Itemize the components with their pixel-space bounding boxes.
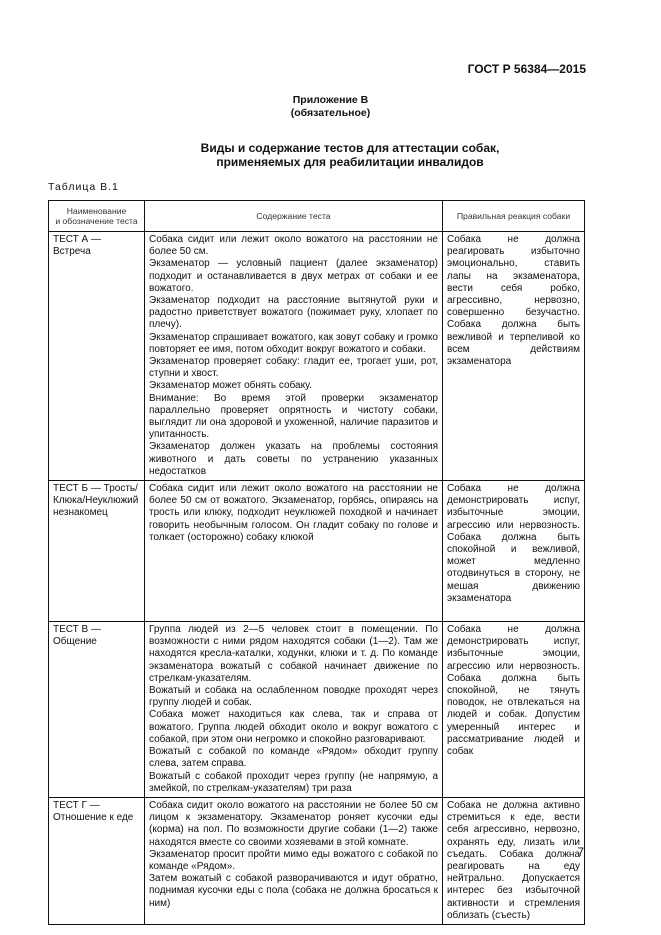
- test-content-cell: [145, 798, 443, 925]
- content-paragraph: Вожатый и собака на ослабленном поводке проходят через группу людей и собак.: [149, 685, 438, 709]
- appendix-subtitle: (обязательное): [290, 107, 371, 119]
- content-paragraph: Экзаменатор должен указать на проблемы состояния животного и дать советы по устранению указанных недостатков: [149, 441, 438, 477]
- tests-table: [48, 200, 585, 925]
- content-paragraph: Собака сидит или лежит около вожатого на расстоянии не более 50 см от вожатого. Экзаменатор, горбясь, опираясь на трость или клюку, подходит неуклюжей походкой и начинает говорить необычным голосом. Он гладит собаку по голове и толкает (осторожно) собаку клюкой: [149, 483, 438, 543]
- appendix-heading: [0, 94, 661, 120]
- content-paragraph: Экзаменатор проверяет собаку: гладит ее, трогает уши, рот, ступни и хвост.: [149, 356, 438, 380]
- test-name-cell: ТЕСТ Г — Отношение к еде: [49, 798, 145, 925]
- content-paragraph: Экзаменатор спрашивает вожатого, как зовут собаку и громко повторяет ее имя, потом обходит вокруг вожатого и собаки.: [149, 331, 438, 355]
- page-number: 7: [577, 845, 584, 859]
- header-test-name: Наименование и обозначение теста: [49, 201, 145, 232]
- content-paragraph: Вожатый с собакой по команде «Рядом» обходит группу слева, затем справа.: [149, 746, 438, 770]
- table-row: [49, 481, 585, 622]
- table-row: [49, 232, 585, 481]
- standard-number: ГОСТ Р 56384—2015: [467, 62, 586, 76]
- reaction-cell: Собака не должна демонстрировать испуг, избыточные эмоции, агрессию или нервозность. Собака должна быть спокойной и вежливой, может медленно отодвинуться в сторону, не мешая движению экзаменатора: [443, 481, 585, 622]
- document-title-line-1: Виды и содержание тестов для аттестации собак,: [200, 141, 500, 155]
- document-title: [150, 141, 550, 169]
- test-content-cell: [145, 481, 443, 622]
- reaction-cell: Собака не должна демонстрировать испуг, избыточные эмоции, агрессию или нервозность. Собака должна быть спокойной, не тянуть поводок, не отвлекаться на людей и собак. Допустим умеренный интерес и рассматривание людей и собак: [443, 622, 585, 798]
- content-paragraph: Затем вожатый с собакой разворачиваются и идут обратно, поднимая кусочки еды с пола (собака не должна бросаться к ним): [149, 873, 438, 909]
- content-paragraph: Вожатый с собакой проходит через группу (не напрямую, а змейкой, по стрелкам-указателям) три раза: [149, 770, 438, 794]
- content-paragraph: Внимание: Во время этой проверки экзаменатор параллельно проверяет опрятность и чистоту собаки, выглядит ли она здоровой и ухоженной, наличие паразитов и упитанность.: [149, 392, 438, 441]
- test-name-cell: ТЕСТ Б — Трость/Клюка/Неуклюжий незнакомец: [49, 481, 145, 622]
- header-reaction: Правильная реакция собаки: [443, 201, 585, 232]
- table-caption: Таблица В.1: [48, 181, 119, 193]
- document-title-line-2: применяемых для реабилитации инвалидов: [216, 155, 484, 169]
- appendix-title: Приложение В: [292, 94, 369, 106]
- content-paragraph: Экзаменатор подходит на расстояние вытянутой руки и радостно приветствует вожатого (пожимает руку, хлопает по плечу).: [149, 295, 438, 331]
- reaction-cell: Собака не должна реагировать избыточно эмоционально, ставить лапы на экзаменатора, вести себя робко, агрессивно, нервозно, совершенно безучастно. Собака должна быть вежливой и терпеливой ко всем действиям экзаменатора: [443, 232, 585, 481]
- table-header-row: [49, 201, 585, 232]
- header-test-content: Содержание теста: [145, 201, 443, 232]
- content-paragraph: Экзаменатор просит пройти мимо еды вожатого с собакой по команде «Рядом».: [149, 848, 438, 873]
- content-paragraph: Собака сидит или лежит около вожатого на расстоянии не более 50 см.: [149, 234, 438, 258]
- test-content-cell: [145, 232, 443, 481]
- reaction-cell: Собака не должна активно стремиться к еде, вести себя агрессивно, нервозно, охранять еду, лизать или съедать. Собака должна реагировать на еду нейтрально. Допускается интерес без избыточной активности и стремления облизать (съесть): [443, 798, 585, 925]
- content-paragraph: Собака сидит около вожатого на расстоянии не более 50 см лицом к экзаменатору. Экзаменатор роняет кусочки еды (корма) на пол. По возможности другие собаки (1—2) также находятся вместе со своими хозяевами в этой комнате.: [149, 800, 438, 848]
- table-row: [49, 798, 585, 925]
- test-name-cell: ТЕСТ А — Встреча: [49, 232, 145, 481]
- content-paragraph: Собака может находиться как слева, так и справа от вожатого. Группа людей обходит около и вокруг вожатого с собакой, при этом они негромко и спокойно разговаривают.: [149, 709, 438, 745]
- content-paragraph: Экзаменатор — условный пациент (далее экзаменатор) подходит и останавливается в двух метрах от собаки и ее вожатого.: [149, 258, 438, 294]
- test-content-cell: [145, 622, 443, 798]
- content-paragraph: Группа людей из 2—5 человек стоит в помещении. По возможности с ними рядом находятся собаки (1—2). Там же находятся кресла-каталки, ходунки, клюки и т. д. По команде экзаменатора вожатый с собакой начинает движение по стрелкам-указателям.: [149, 624, 438, 684]
- test-name-cell: ТЕСТ В — Общение: [49, 622, 145, 798]
- table-row: [49, 622, 585, 798]
- content-paragraph: Экзаменатор может обнять собаку.: [149, 380, 312, 392]
